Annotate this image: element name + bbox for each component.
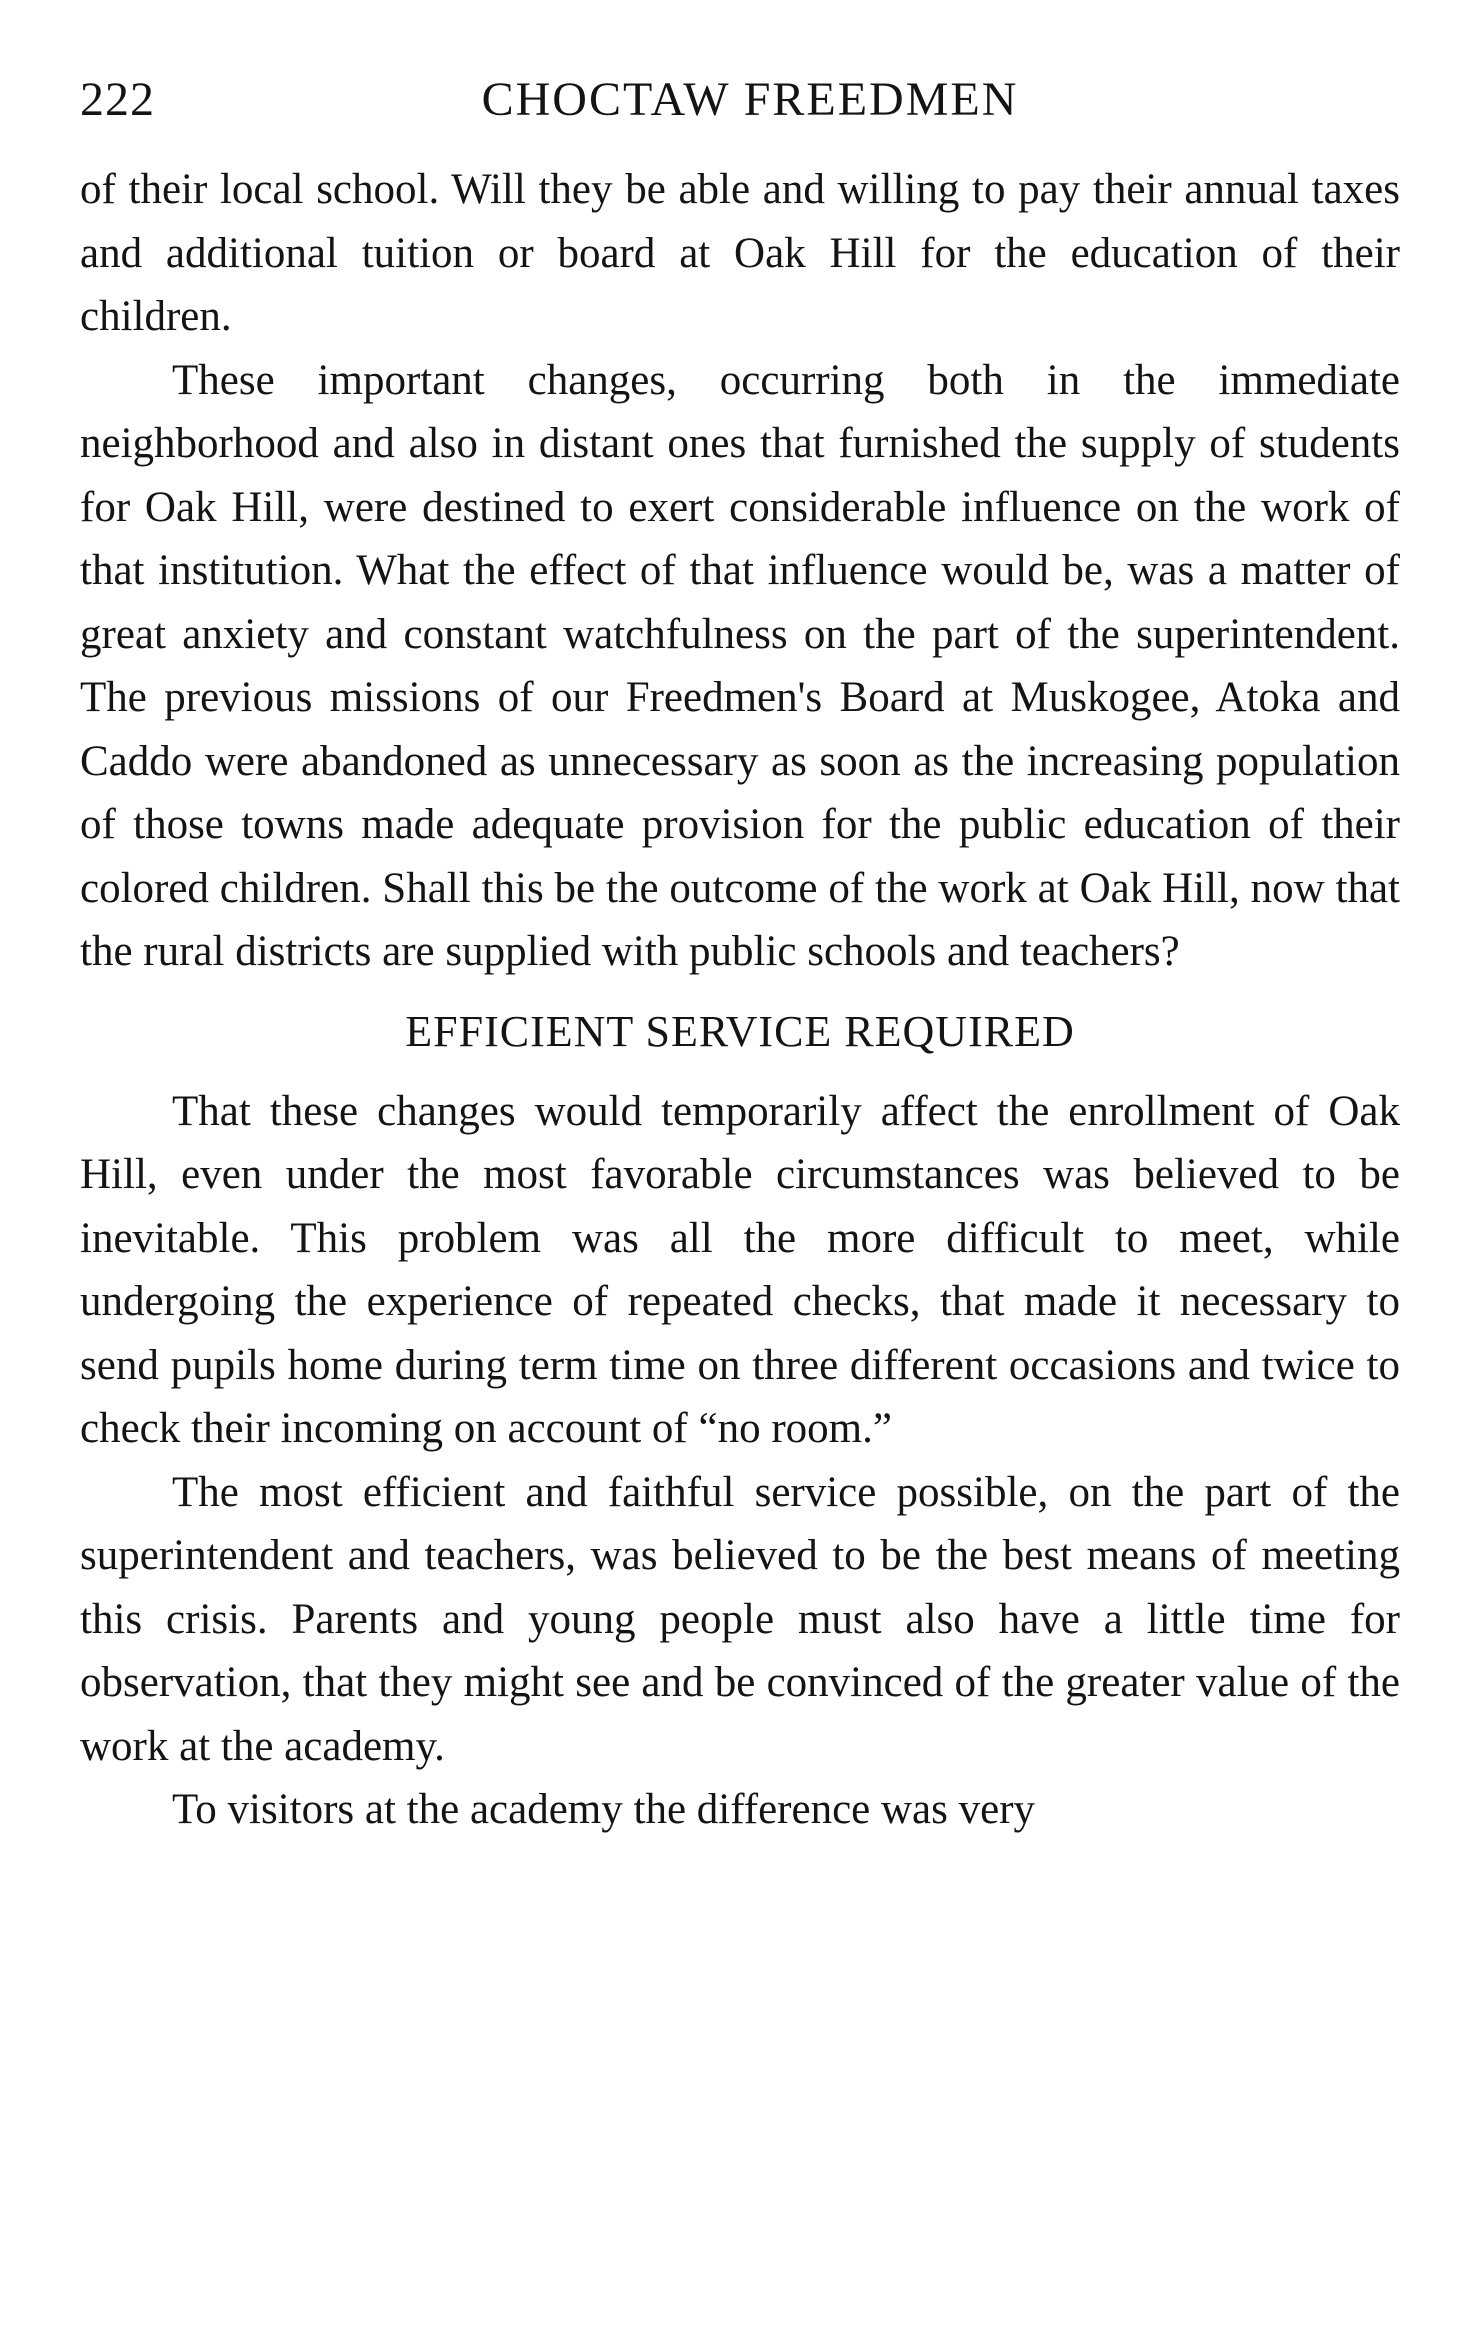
paragraph: These important changes, occurring both in the immediate neighborhood and also in distant ones that furnished the supply of students for Oak Hill, were destined to exert considerable influence on the work of that institution. What the effect of that influence would be, was a matter of great anxiety and constant watchfulness on the part of the superintendent. The previous missions of our Freedmen's Board at Muskogee, Atoka and Caddo were abandoned as unnecessary as soon as the increasing population of those towns made adequate provision for the public education of their colored children. Shall this be the outcome of the work at Oak Hill, now that the rural districts are supplied with public schools and teachers? [80,356,1400,975]
section-heading: EFFICIENT SERVICE REQUIRED [405,1006,1075,1056]
running-head [80,60,1400,140]
running-title: CHOCTAW FREEDMEN [481,73,1019,126]
body-text [80,158,1400,1842]
paragraph-truncated: To visitors at the academy the difference was very [172,1786,1036,1833]
page-number: 222 [80,73,155,126]
book-page [80,60,1400,1842]
paragraph: That these changes would temporarily affect the enrollment of Oak Hill, even under the most favorable circumstances was believed to be inevitable. This problem was all the more difficult to meet, while undergoing the experience of repeated checks, that made it necessary to send pupils home during term time on three different occasions and twice to check their incoming on account of “no room.” [80,1087,1400,1452]
paragraph-continued: of their local school. Will they be able and willing to pay their annual taxes and additional tuition or board at Oak Hill for the education of their children. [80,166,1400,340]
paragraph: The most efficient and faithful service possible, on the part of the superintendent and teachers, was believed to be the best means of meeting this crisis. Parents and young people must also have a little time for observation, that they might see and be convinced of the greater value of the work at the academy. [80,1468,1400,1770]
